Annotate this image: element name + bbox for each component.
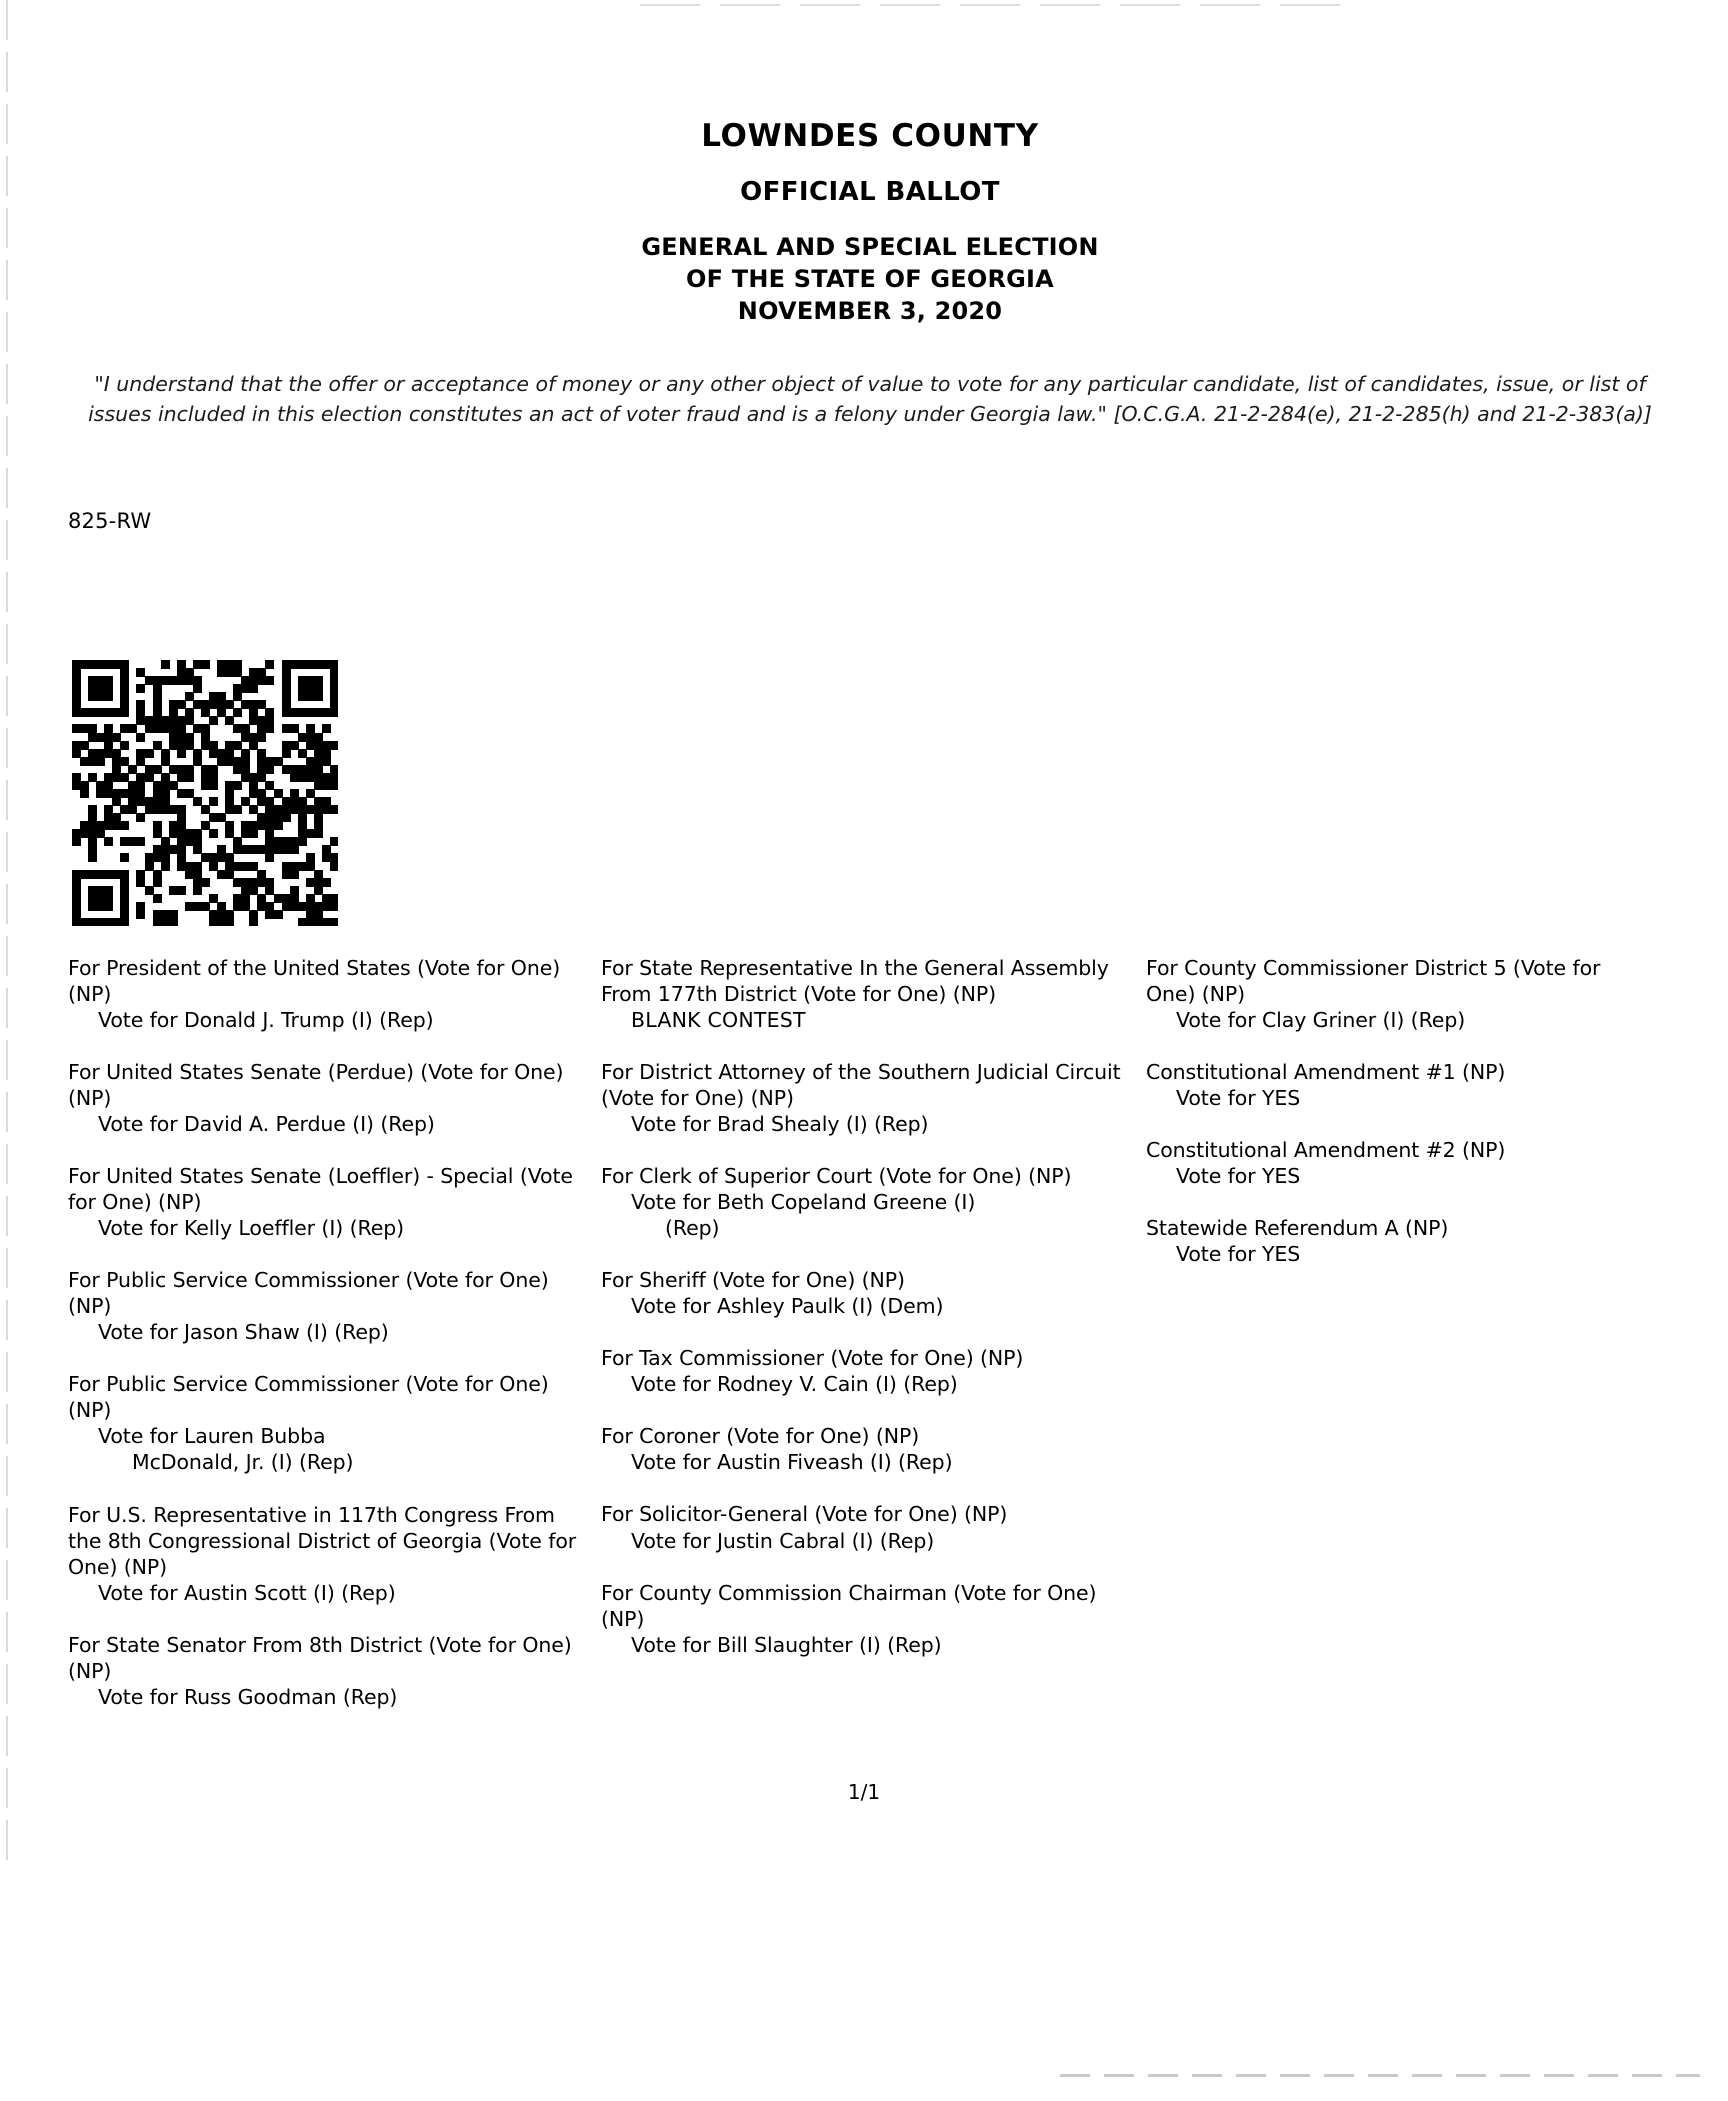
selected-choice: Vote for Brad Shealy (I) (Rep) (631, 1112, 929, 1137)
scan-edge-left (6, 0, 8, 1860)
contest (68, 955, 587, 1033)
contest (68, 1059, 587, 1137)
contest (601, 1345, 1132, 1397)
selected-choice: Vote for Bill Slaughter (I) (Rep) (631, 1632, 942, 1657)
contest-title: For State Representative In the General Assembly From 177th District (Vote for One) (NP) (601, 956, 1109, 1007)
contest (601, 955, 1132, 1033)
selected-choice: Vote for Kelly Loeffler (I) (Rep) (98, 1216, 405, 1241)
contest (601, 1163, 1132, 1241)
ballot-style-id: 825-RW (68, 509, 152, 533)
contest-title: For District Attorney of the Southern Judicial Circuit (Vote for One) (NP) (601, 1060, 1121, 1111)
contest (601, 1501, 1132, 1553)
contest-column-1 (68, 955, 601, 1736)
selected-choice: Vote for Donald J. Trump (I) (Rep) (98, 1008, 434, 1033)
contest (1146, 955, 1654, 1033)
voter-fraud-oath-text: "I understand that the offer or acceptance of money or any other object of value to vote for any particular candidate, list of candidates, issue, or list of issues included in this election constitutes an act of voter fraud and is a felony under Georgia law." [O.C.G.A. 21-2-284(e), 21-2-285(h) and 21-2-383(a)] (88, 372, 1652, 426)
contest (68, 1267, 587, 1345)
contest (1146, 1137, 1654, 1189)
contest-title: For Tax Commissioner (Vote for One) (NP) (601, 1346, 1024, 1371)
contest (1146, 1215, 1654, 1267)
contest (68, 1371, 587, 1475)
contest-column-2 (601, 955, 1146, 1736)
contest (601, 1580, 1132, 1658)
official-ballot-title: OFFICIAL BALLOT (740, 177, 1000, 207)
selected-choice: Vote for Lauren Bubba (98, 1424, 326, 1449)
scan-edge-bottom (1060, 2074, 1700, 2077)
contest-title: For United States Senate (Perdue) (Vote for One) (NP) (68, 1060, 564, 1111)
selected-choice: Vote for Austin Fiveash (I) (Rep) (631, 1450, 953, 1475)
contest-title: For State Senator From 8th District (Vote for One) (NP) (68, 1632, 572, 1683)
contest (1146, 1059, 1654, 1111)
selected-choice: Vote for David A. Perdue (I) (Rep) (98, 1112, 435, 1137)
contest-title: For Clerk of Superior Court (Vote for One) (NP) (601, 1164, 1072, 1189)
ballot-header (60, 118, 1680, 328)
contest-title: Constitutional Amendment #2 (NP) (1146, 1138, 1506, 1163)
selected-choice: Vote for Beth Copeland Greene (I) (631, 1190, 976, 1215)
contest (68, 1502, 587, 1606)
contest-columns (68, 955, 1668, 1736)
selected-choice: Vote for Justin Cabral (I) (Rep) (631, 1528, 935, 1553)
election-date: NOVEMBER 3, 2020 (737, 296, 1003, 325)
election-title (60, 232, 1680, 328)
selected-choice: Vote for Russ Goodman (Rep) (98, 1684, 398, 1709)
contest-title: For Sheriff (Vote for One) (NP) (601, 1268, 905, 1293)
selected-choice: Vote for YES (1176, 1164, 1301, 1189)
selected-choice: Vote for Ashley Paulk (I) (Dem) (631, 1294, 944, 1319)
contest-title: For Public Service Commissioner (Vote for One) (NP) (68, 1372, 549, 1423)
selected-choice: Vote for Jason Shaw (I) (Rep) (98, 1320, 389, 1345)
contest-title: For Public Service Commissioner (Vote for One) (NP) (68, 1268, 549, 1319)
selected-choice-continued: (Rep) (665, 1216, 720, 1241)
contest-title: For Coroner (Vote for One) (NP) (601, 1424, 920, 1449)
selected-choice: Vote for Rodney V. Cain (I) (Rep) (631, 1372, 958, 1397)
contest (68, 1163, 587, 1241)
page-number: 1/1 (847, 1780, 881, 1804)
contest-title: For County Commissioner District 5 (Vote for One) (NP) (1146, 956, 1601, 1007)
qr-code-image (72, 660, 338, 926)
contest-title: Constitutional Amendment #1 (NP) (1146, 1060, 1506, 1085)
contest-title: For County Commission Chairman (Vote for One) (NP) (601, 1580, 1097, 1631)
contest-title: For Solicitor-General (Vote for One) (NP) (601, 1502, 1008, 1527)
election-title-line1: GENERAL AND SPECIAL ELECTION (641, 233, 1099, 261)
contest-column-3 (1146, 955, 1668, 1736)
selected-choice: Vote for YES (1176, 1242, 1301, 1267)
contest (601, 1059, 1132, 1137)
contest-title: For United States Senate (Loeffler) - Special (Vote for One) (NP) (68, 1164, 573, 1215)
contest-title: For President of the United States (Vote for One) (NP) (68, 956, 561, 1007)
selected-choice-continued: McDonald, Jr. (I) (Rep) (132, 1450, 354, 1475)
scan-edge-top (640, 4, 1340, 6)
contest-title: For U.S. Representative in 117th Congress From the 8th Congressional District of Georgia (Vote for One) (NP) (68, 1502, 577, 1579)
selected-choice: Vote for Clay Griner (I) (Rep) (1176, 1008, 1466, 1033)
contest (601, 1423, 1132, 1475)
contest (601, 1267, 1132, 1319)
selected-choice: Vote for Austin Scott (I) (Rep) (98, 1580, 396, 1605)
election-title-line2: OF THE STATE OF GEORGIA (686, 264, 1054, 293)
selected-choice: Vote for YES (1176, 1086, 1301, 1111)
county-title: LOWNDES COUNTY (701, 118, 1039, 154)
ballot-qr-code (72, 660, 338, 926)
contest (68, 1632, 587, 1710)
contest-title: Statewide Referendum A (NP) (1146, 1216, 1449, 1241)
blank-contest-label: BLANK CONTEST (631, 1008, 806, 1033)
